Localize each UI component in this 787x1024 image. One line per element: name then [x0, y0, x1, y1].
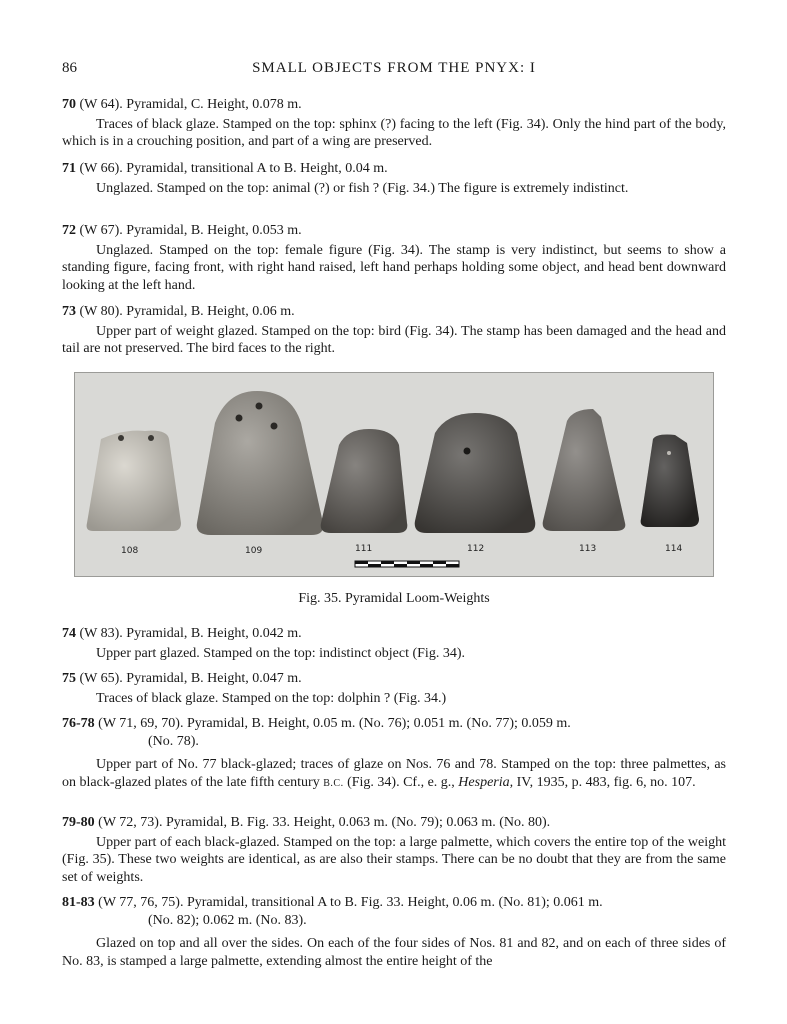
entry-head: (W 83). Pyramidal, B. Height, 0.042 m.	[79, 626, 302, 641]
weight-109	[197, 391, 323, 556]
entry-body: Traces of black glaze. Stamped on the top: dolphin ? (Fig. 34.)	[96, 690, 447, 706]
weight-label: 109	[245, 546, 263, 556]
weight-113	[543, 409, 626, 554]
entry-body: Upper part of weight glazed. Stamped on the top: bird (Fig. 34). The stamp has been damaged and the head and tail are not preserved. The bird faces to the right.	[62, 323, 726, 356]
weight-label: 114	[665, 544, 683, 554]
entry-number: 75	[62, 671, 76, 686]
entry-head: (W 72, 73). Pyramidal, B. Fig. 33. Height, 0.063 m. (No. 79); 0.063 m. (No. 80).	[98, 815, 551, 830]
entry-number: 71	[62, 161, 76, 176]
loom-weights-photo	[74, 372, 714, 577]
entry-number: 76-78	[62, 716, 95, 731]
entry-body: Unglazed. Stamped on the top: female figure (Fig. 34). The stamp is very indistinct, but seems to show a standing figure, facing front, with right hand raised, left hand perhaps holding some object, and head bent downward looking at the left hand.	[62, 242, 726, 293]
running-title: SMALL OBJECTS FROM THE PNYX: I	[252, 60, 536, 76]
entry-head: (W 64). Pyramidal, C. Height, 0.078 m.	[79, 97, 302, 112]
weight-label: 112	[467, 544, 485, 554]
entry-head: (W 71, 69, 70). Pyramidal, B. Height, 0.05 m. (No. 76); 0.051 m. (No. 77); 0.059 m.	[98, 716, 571, 731]
entry-number: 79-80	[62, 815, 95, 830]
weight-112	[415, 413, 536, 554]
loom-weights-illustration	[75, 373, 713, 576]
entry-head-continued: (No. 78).	[148, 733, 199, 749]
figure-caption: Fig. 35. Pyramidal Loom-Weights	[298, 591, 490, 606]
weight-label: 113	[579, 544, 597, 554]
catalog-entry-79-80	[62, 814, 726, 886]
entry-number: 70	[62, 97, 76, 112]
entry-body: Glazed on top and all over the sides. On each of the four sides of Nos. 81 and 82, and on each of three sides of No. 83, is stamped a large palmette, extending almost the entire height of the	[62, 936, 726, 969]
entry-number: 73	[62, 304, 76, 319]
catalog-entry-74	[62, 625, 726, 662]
scale-bar	[355, 561, 459, 567]
catalog-entry-71	[62, 160, 726, 197]
catalog-entry-72	[62, 222, 726, 294]
catalog-entry-70	[62, 96, 726, 151]
entry-body: Upper part of No. 77 black-glazed; traces of glaze on Nos. 76 and 78. Stamped on the top: three palmettes, as on black-glazed plates of the late fifth century B.C. (Fig. 34). Cf., e. g., Hesperia, IV, 1935, p. 483, fig. 6, no. 107.	[62, 757, 726, 790]
entry-body: Traces of black glaze. Stamped on the top: sphinx (?) facing to the left (Fig. 34). Only the hind part of the body, which is in a crouching position, and part of a wing are preserved.	[62, 116, 726, 149]
catalog-entry-76-78	[62, 715, 726, 792]
entry-head: (W 65). Pyramidal, B. Height, 0.047 m.	[79, 671, 302, 686]
entry-number: 72	[62, 223, 76, 238]
weight-label: 108	[121, 546, 139, 556]
catalog-entry-75	[62, 670, 726, 707]
weight-114	[641, 435, 699, 555]
weight-111	[321, 429, 408, 554]
weight-108	[87, 431, 181, 556]
entry-number: 74	[62, 626, 76, 641]
entry-body: Upper part glazed. Stamped on the top: indistinct object (Fig. 34).	[96, 645, 465, 661]
catalog-entry-73	[62, 303, 726, 358]
entry-head: (W 80). Pyramidal, B. Height, 0.06 m.	[79, 304, 295, 319]
entry-body: Upper part of each black-glazed. Stamped on the top: a large palmette, which covers the entire top of the weight (Fig. 35). These two weights are identical, as are also their stamps. There can be no doubt that they are from the same set of weights.	[62, 834, 726, 885]
entry-head-continued: (No. 82); 0.062 m. (No. 83).	[148, 912, 307, 928]
entry-body: Unglazed. Stamped on the top: animal (?) or fish ? (Fig. 34.) The figure is extremely indistinct.	[96, 180, 629, 196]
entry-number: 81-83	[62, 895, 95, 910]
weight-label: 111	[355, 544, 373, 554]
running-header	[62, 60, 726, 82]
catalog-entry-81-83	[62, 894, 726, 970]
entry-head: (W 67). Pyramidal, B. Height, 0.053 m.	[79, 223, 302, 238]
entry-head: (W 66). Pyramidal, transitional A to B. Height, 0.04 m.	[79, 161, 388, 176]
entry-head: (W 77, 76, 75). Pyramidal, transitional A to B. Fig. 33. Height, 0.06 m. (No. 81); 0.061 m.	[98, 895, 603, 910]
page-number: 86	[62, 60, 77, 76]
